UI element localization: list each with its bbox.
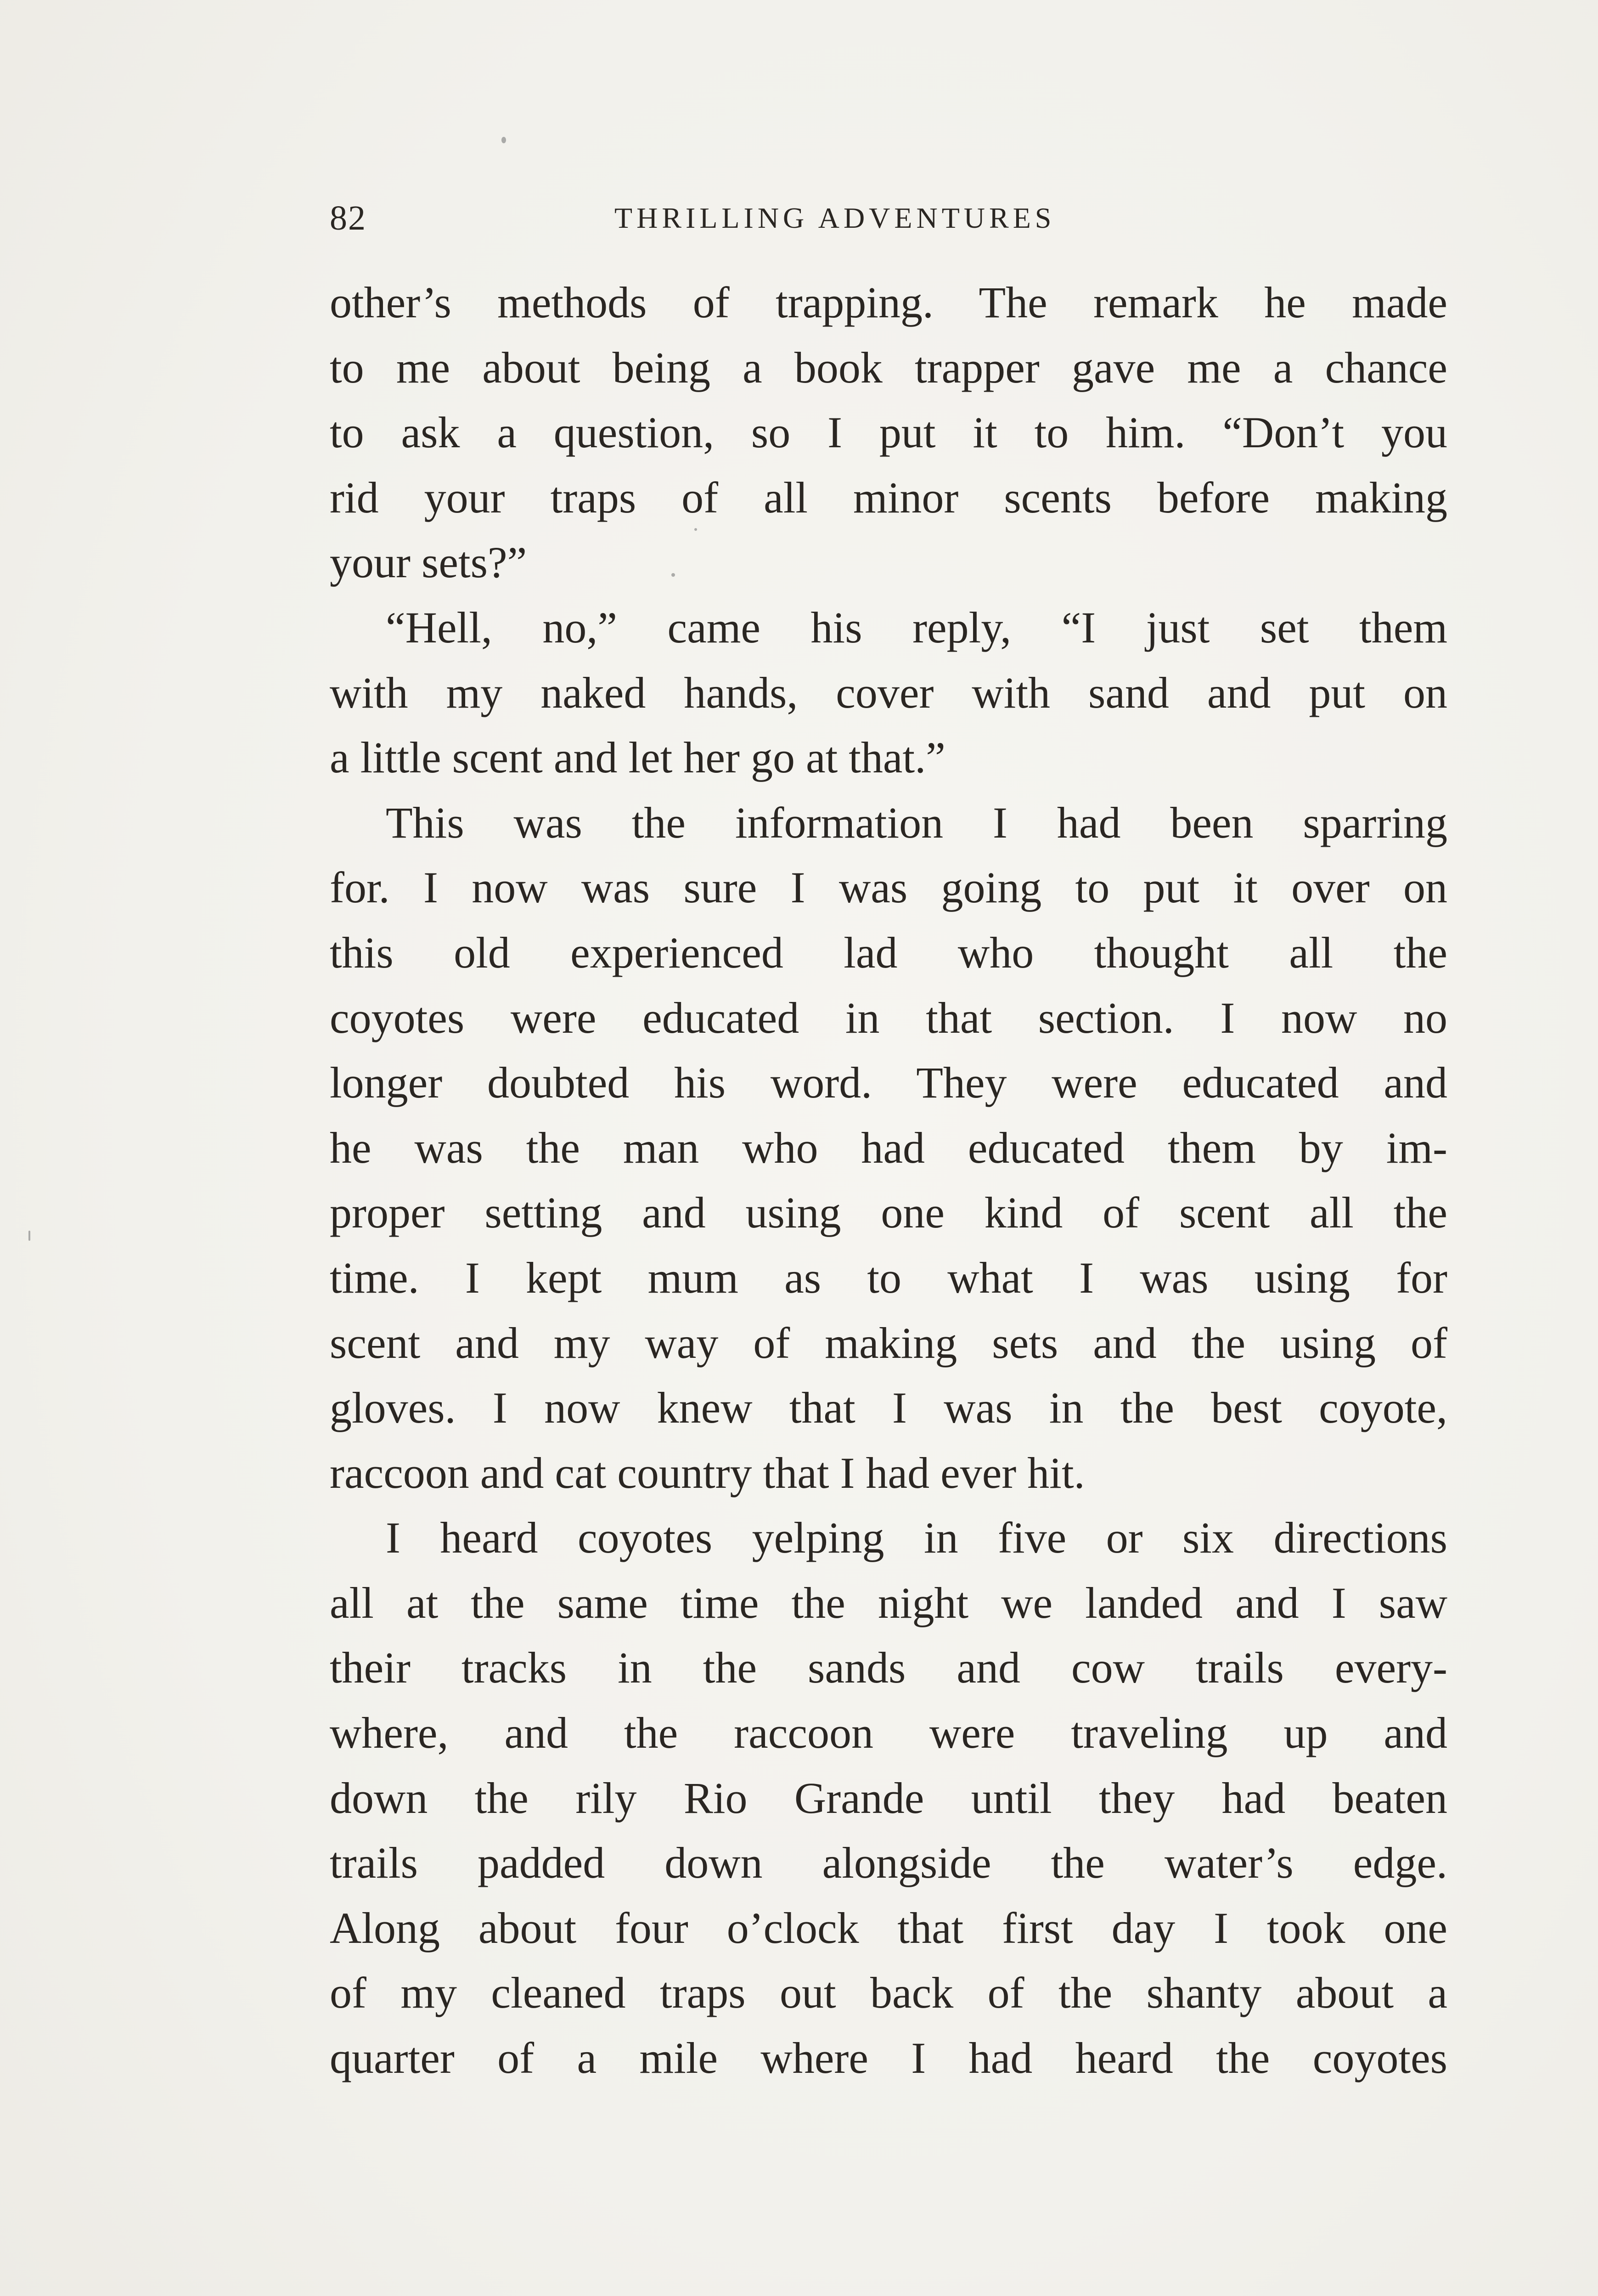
running-head	[330, 193, 1447, 243]
text-line: where, and the raccoon were traveling up and	[330, 1708, 1447, 1758]
text-line: this old experienced lad who thought all the	[330, 928, 1447, 977]
text-line: longer doubted his word. They were educated and	[330, 1058, 1447, 1108]
text-line: proper setting and using one kind of scent all the	[330, 1188, 1447, 1238]
text-line: I heard coyotes yelping in five or six directions	[386, 1513, 1447, 1563]
page-number: 82	[330, 199, 366, 237]
text-line: your sets?”	[330, 538, 527, 587]
text-line: “Hell, no,” came his reply, “I just set them	[386, 602, 1447, 652]
paper-speck	[28, 1231, 30, 1241]
paper-speck	[501, 137, 506, 143]
text-line: to ask a question, so I put it to him. “Don’t you	[330, 408, 1447, 457]
text-line: trails padded down alongside the water’s edge.	[330, 1838, 1447, 1888]
text-line: for. I now was sure I was going to put it over on	[330, 863, 1447, 912]
text-line: other’s methods of trapping. The remark he made	[330, 278, 1447, 327]
text-line: Along about four o’clock that first day I took one	[330, 1903, 1447, 1953]
text-line: all at the same time the night we landed and I saw	[330, 1578, 1447, 1627]
body-text	[330, 270, 1447, 2091]
running-title: THRILLING ADVENTURES	[614, 202, 1056, 234]
text-line: coyotes were educated in that section. I now no	[330, 993, 1447, 1042]
text-line: quarter of a mile where I had heard the coyotes	[330, 2033, 1447, 2083]
text-line: a little scent and let her go at that.”	[330, 733, 945, 782]
text-line: of my cleaned traps out back of the shanty about a	[330, 1968, 1447, 2018]
text-line: time. I kept mum as to what I was using for	[330, 1253, 1447, 1302]
text-line: their tracks in the sands and cow trails every-	[330, 1643, 1447, 1693]
text-line: down the rily Rio Grande until they had beaten	[330, 1773, 1447, 1823]
text-line: rid your traps of all minor scents before making	[330, 473, 1447, 522]
text-line: to me about being a book trapper gave me a chance	[330, 343, 1447, 392]
paper-speck	[694, 528, 697, 531]
text-line: scent and my way of making sets and the using of	[330, 1318, 1447, 1367]
text-line: This was the information I had been sparring	[386, 798, 1447, 847]
text-line: he was the man who had educated them by im-	[330, 1123, 1447, 1172]
text-line: with my naked hands, cover with sand and put on	[330, 668, 1447, 717]
paper-speck	[671, 573, 675, 577]
text-line: raccoon and cat country that I had ever hit.	[330, 1448, 1085, 1497]
text-line: gloves. I now knew that I was in the best coyote,	[330, 1383, 1447, 1433]
